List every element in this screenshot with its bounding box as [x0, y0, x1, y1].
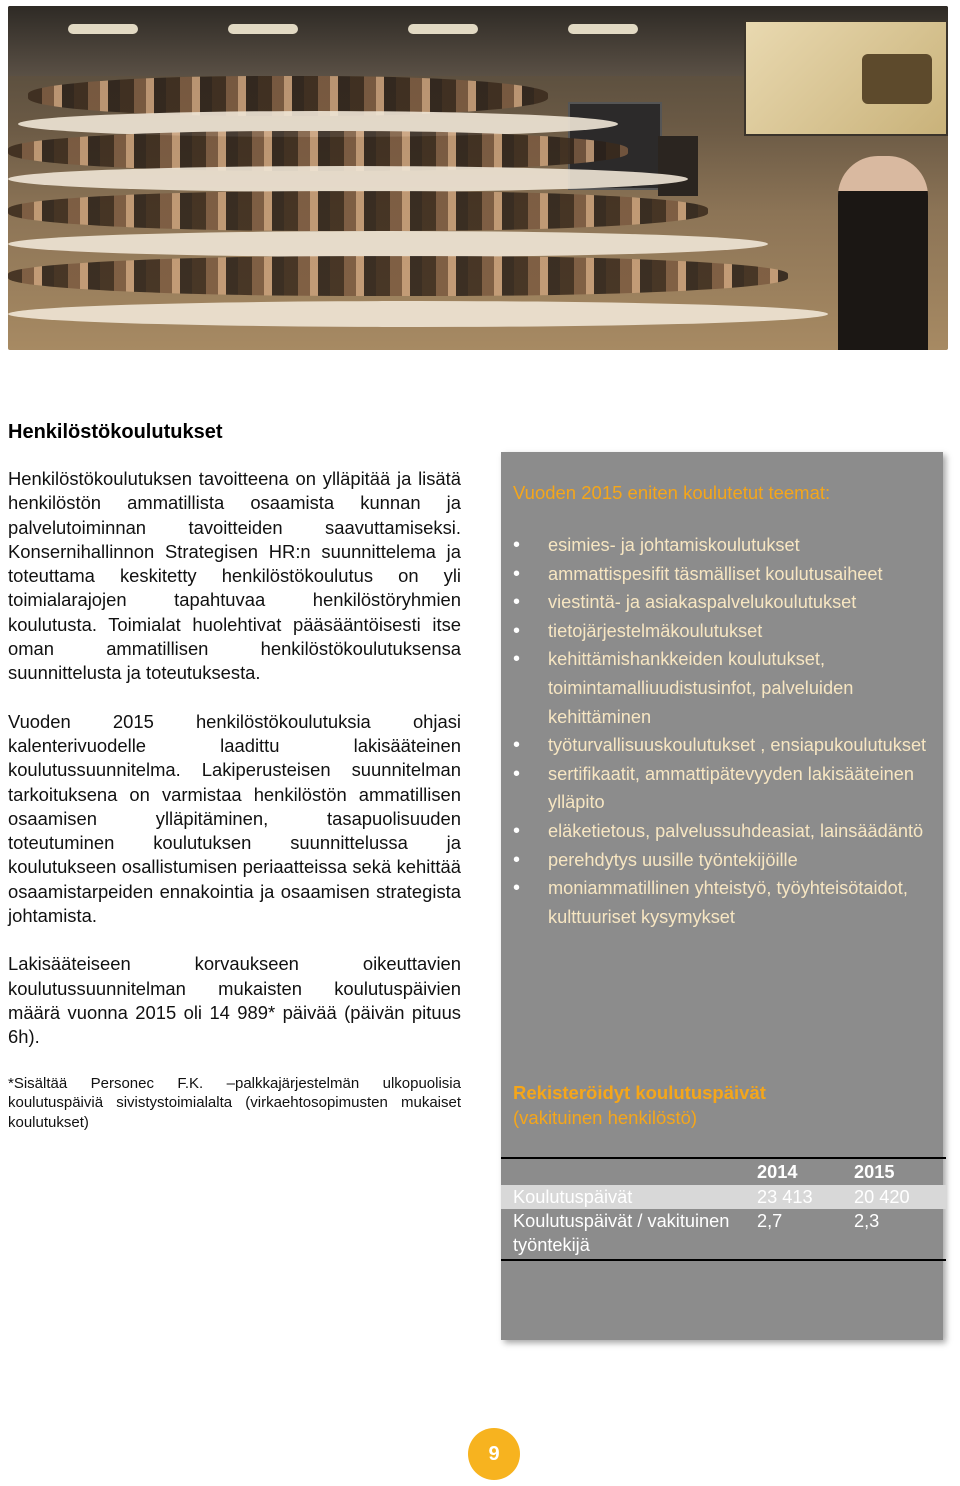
screen-logo	[862, 54, 932, 104]
conference-photo	[8, 6, 948, 350]
podium	[658, 136, 698, 196]
list-item: • eläketietous, palvelussuhdeasiat, lainsäädäntö	[513, 817, 933, 846]
audience-row	[8, 131, 628, 171]
list-item: • kehittämishankkeiden koulutukset, toimintamalliuudistusinfot, palveluiden kehittäminen	[513, 645, 933, 731]
ceiling-light	[408, 24, 478, 34]
table-cell: Koulutuspäivät / vakituinen työntekijä	[513, 1211, 730, 1255]
seat-row	[8, 231, 768, 257]
table-header-cell: 2015	[854, 1162, 895, 1182]
list-item: • moniammatillinen yhteistyö, työyhteisötaidot, kulttuuriset kysymykset	[513, 874, 933, 931]
registered-days-subtitle: (vakituinen henkilöstö)	[513, 1107, 698, 1128]
table-row	[501, 1185, 946, 1209]
table-rule	[501, 1259, 946, 1261]
seat-row	[8, 301, 828, 327]
list-item: • sertifikaatit, ammattipätevyyden lakisääteinen ylläpito	[513, 760, 933, 817]
list-item: • tietojärjestelmäkoulutukset	[513, 617, 933, 646]
section-title: Henkilöstökoulutukset	[8, 421, 223, 443]
table-header-row	[501, 1159, 946, 1185]
audience-row	[8, 191, 708, 231]
table-cell: 20 420	[854, 1187, 910, 1207]
list-item: • työturvallisuuskoulutukset , ensiapukoulutukset	[513, 731, 933, 760]
themes-list	[513, 531, 933, 931]
ceiling-light	[68, 24, 138, 34]
footnote: *Sisältää Personec F.K. –palkkajärjestelmän ulkopuolisia koulutuspäiviä sivistystoimialalta (virkaehtosopimusten mukaiset koulutukset)	[8, 1074, 461, 1131]
table-cell: 23 413	[757, 1187, 813, 1207]
table-cell: 2,3	[854, 1211, 880, 1231]
projection-screen	[744, 20, 948, 136]
audience-row	[28, 76, 548, 116]
table-cell: 2,7	[757, 1211, 783, 1231]
registered-days-title: Rekisteröidyt koulutuspäivät	[513, 1082, 766, 1103]
paragraph: Henkilöstökoulutuksen tavoitteena on ylläpitää ja lisätä henkilöstön ammatillista osaamista kunnan ja palvelutoiminnan tavoitteiden saavuttamiseksi. Konsernihallinnon Strategisen HR:n suunnittelema ja toteuttama keskitetty henkilöstökoulutus on yli toimialarajojen tapahtuvaa henkilöstöryhmien koulutusta. Toimialat huolehtivat pääsääntöisesti itse oman ammatillisen henkilöstökoulutuksensa suunnittelusta ja toteutuksesta.	[8, 468, 461, 684]
page-number-badge: 9	[468, 1428, 520, 1480]
list-item: • perehdytys uusille työntekijöille	[513, 846, 933, 875]
list-item: • ammattispesifit täsmälliset koulutusaiheet	[513, 560, 933, 589]
body-column	[8, 467, 461, 1156]
table-header-cell: 2014	[757, 1162, 798, 1182]
paragraph: Lakisääteiseen korvaukseen oikeuttavien koulutussuunnitelman mukaisten koulutuspäivien määrä vuonna 2015 oli 14 989* päivää (päivän pituus 6h).	[8, 953, 461, 1048]
seat-row	[8, 166, 688, 192]
list-item: • esimies- ja johtamiskoulutukset	[513, 531, 933, 560]
table-row	[501, 1209, 946, 1259]
list-item: • viestintä- ja asiakaspalvelukoulutukset	[513, 588, 933, 617]
sidebar-title: Vuoden 2015 eniten koulutetut teemat:	[513, 482, 831, 503]
paragraph: Vuoden 2015 henkilöstökoulutuksia ohjasi kalenterivuodelle laadittu lakisääteinen koulutussuunnitelma. Lakiperusteisen suunnitelman tarkoituksena on varmistaa henkilöstön ammatillisen osaamisen ylläpitäminen, tasapuolisuuden toteutuminen koulutuksen suunnittelussa ja koulutukseen osallistumisen periaatteissa sekä kehittää osaamistarpeiden ennakointia ja osaamisen strategista johtamista.	[8, 710, 461, 927]
training-days-table	[501, 1157, 946, 1261]
audience-row	[8, 256, 788, 296]
table-cell: Koulutuspäivät	[513, 1187, 633, 1207]
ceiling-light	[228, 24, 298, 34]
speaker-figure	[838, 156, 928, 350]
ceiling-light	[568, 24, 638, 34]
